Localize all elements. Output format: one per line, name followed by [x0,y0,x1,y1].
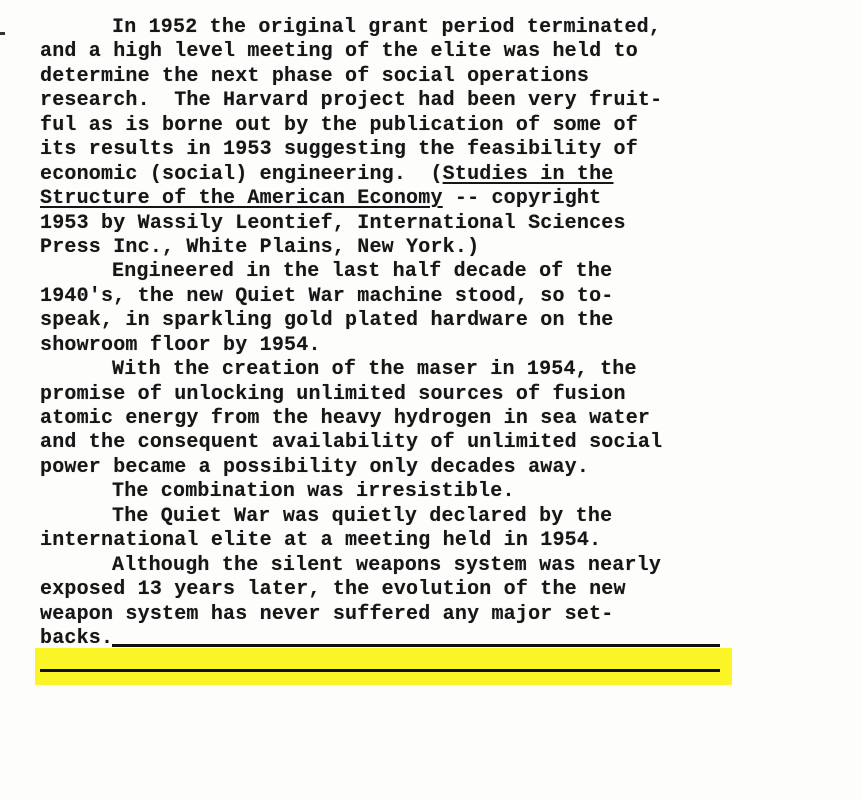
text-line: power became a possibility only decades away. [40,455,590,479]
text-line: and a high level meeting of the elite was held to [40,40,638,64]
text-line: showroom floor by 1954. [40,333,321,357]
text-line: 1953 by Wassily Leontief, International Sciences [40,211,626,235]
text-line: weapon system has never suffered any major set- [40,602,614,626]
citation-copyright: -- copyright [442,187,602,211]
text-line: The combination was irresistible. [112,480,515,504]
text-line: Engineered in the last half decade of the [112,260,613,284]
citation-title-part2: Structure of the American Economy [40,187,443,211]
text-line: research. The Harvard project had been very fruit- [40,89,663,113]
text-line: speak, in sparkling gold plated hardware on the [40,309,614,333]
text-line: In 1952 the original grant period terminated, [112,16,662,39]
highlighted-line: international elite at a meeting held in 1954. [40,529,602,553]
text-line: and the consequent availability of unlimited social [40,431,663,455]
text-line [40,187,840,211]
text-line: promise of unlocking unlimited sources of fusion [40,382,626,406]
text-line: Press Inc., White Plains, New York.) [40,235,480,259]
text-highlight [35,648,732,685]
text-line: atomic energy from the heavy hydrogen in sea water [40,407,651,430]
text-line: exposed 13 years later, the evolution of the new [40,578,626,602]
text-line: 1940's, the new Quiet War machine stood, so to- [40,284,614,308]
text-line: With the creation of the maser in 1954, the [112,358,637,382]
text-line: its results in 1953 suggesting the feasibility of [40,138,638,162]
text-line: ful as is borne out by the publication of some of [40,113,638,137]
underline-rule-elite [40,669,720,672]
text-line: backs. [40,626,114,650]
text-line: determine the next phase of social operations [40,64,590,88]
text-line: Although the silent weapons system was nearly [112,553,662,577]
text-line: The Quiet War was quietly declared by the [112,504,613,528]
document-body [40,16,840,651]
text-line: economic (social) engineering. (Studies in the [40,162,614,186]
margin-mark [0,32,5,35]
citation-title-part1: Studies in the [442,162,614,186]
